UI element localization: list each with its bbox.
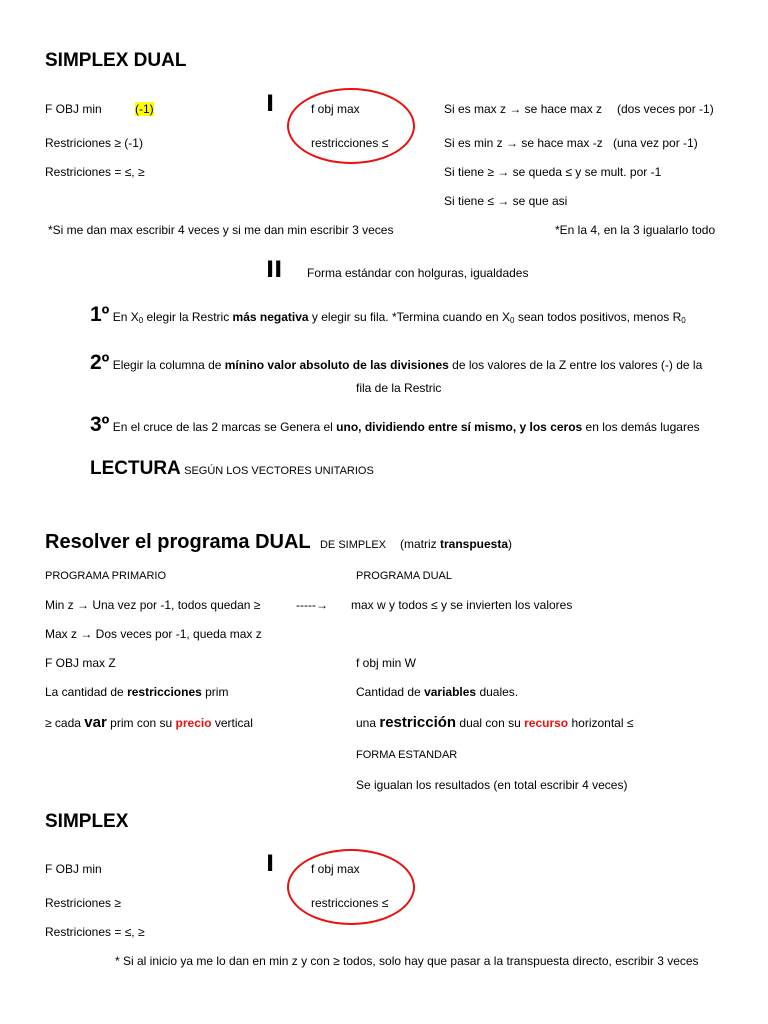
rule-ge: Si tiene ≥ → se queda ≤ y se mult. por -1	[444, 165, 662, 179]
step-3-text-a: En el cruce de las 2 marcas se Genera el	[112, 420, 337, 434]
r4-left	[45, 685, 228, 699]
step-2-bold: mínino valor absoluto de las divisiones	[224, 358, 449, 372]
step-1-sub-c: 0	[681, 316, 686, 325]
resolver-subtitle: DE SIMPLEX	[319, 539, 387, 551]
step-1-sub-a: 0	[138, 316, 144, 325]
highlighted-minus-one: (-1)	[135, 102, 154, 116]
section-title-resolver: Resolver el programa DUAL	[45, 531, 311, 553]
red-circle-annotation	[287, 88, 415, 164]
resolver-paren	[400, 537, 512, 551]
programa-dual-header: PROGRAMA DUAL	[356, 570, 452, 582]
simplex-restricciones-eq: Restriciones = ≤, ≥	[45, 925, 145, 939]
step-2	[90, 350, 702, 375]
step-3-text-b: en los demás lugares	[582, 420, 700, 434]
simplex-fobj-min: F OBJ min	[45, 862, 102, 876]
r5-right-restriccion: restricción	[379, 714, 457, 731]
section-title-simplex: SIMPLEX	[45, 811, 129, 832]
rule-min-z: Si es min z → se hace max -z	[444, 136, 603, 150]
circle-fobj-max: f obj max	[311, 102, 360, 116]
r5-left-c: prim con su	[106, 716, 176, 730]
paren-close: )	[508, 537, 513, 551]
r4-right-bold: variables	[424, 685, 477, 699]
simplex-circle-restricciones-le: restricciones ≤	[311, 896, 389, 910]
forma-estandar-label: FORMA ESTANDAR	[356, 749, 458, 761]
step-1-sub-b: 0	[510, 316, 515, 325]
simplex-roman-one: I	[266, 852, 275, 877]
rule-max-z-note: (dos veces por -1)	[617, 102, 714, 116]
forma-estandar-text: Forma estándar con holguras, igualdades	[307, 266, 529, 280]
r5-right-d: horizontal ≤	[568, 716, 634, 730]
step-3	[90, 412, 700, 437]
r1-left: Min z → Una vez por -1, todos quedan ≥	[45, 598, 261, 612]
r2-left: Max z → Dos veces por -1, queda max z	[45, 627, 262, 641]
r1-arrow: -----→	[296, 598, 328, 612]
lectura	[90, 458, 374, 481]
paren-open: (matriz	[400, 537, 440, 551]
step-3-ordinal: 3º	[90, 413, 110, 436]
r5-left-precio: precio	[175, 716, 212, 730]
step-3-bold: uno, dividiendo entre sí mismo, y los ceros	[336, 420, 583, 434]
note-right: *En la 4, en la 3 igualarlo todo	[555, 223, 716, 237]
restricciones-ge-label: Restriciones ≥ (-1)	[45, 136, 143, 150]
paren-bold: transpuesta	[440, 537, 509, 551]
circle-restricciones-le: restricciones ≤	[311, 136, 389, 150]
programa-primario-header: PROGRAMA PRIMARIO	[45, 570, 167, 582]
roman-numeral-two: II	[266, 258, 283, 283]
simplex-red-circle-annotation	[287, 849, 415, 925]
section-title-simplex-dual: SIMPLEX DUAL	[45, 50, 187, 71]
r5-left-a: ≥ cada	[45, 716, 85, 730]
step-2-text-a: Elegir la columna de	[112, 358, 225, 372]
step-1-ordinal: 1º	[90, 303, 110, 326]
resolver-heading	[45, 530, 386, 554]
r4-right	[356, 685, 518, 699]
lectura-title: LECTURA	[90, 458, 181, 479]
note-left: *Si me dan max escribir 4 veces y si me dan min escribir 3 veces	[48, 223, 394, 237]
r4-left-c: prim	[201, 685, 229, 699]
r4-right-a: Cantidad de	[356, 685, 425, 699]
fobj-min-label: F OBJ min	[45, 102, 102, 116]
r1-right: max w y todos ≤ y se invierten los valores	[351, 598, 573, 612]
simplex-circle-fobj-max: f obj max	[311, 862, 360, 876]
step-1-text-c: y elegir su fila. *Termina cuando en X	[308, 310, 511, 324]
r4-left-bold: restricciones	[127, 685, 202, 699]
step-1-bold: más negativa	[232, 310, 309, 324]
r5-right	[356, 714, 633, 732]
r4-left-a: La cantidad de	[45, 685, 128, 699]
r5-left-var: var	[84, 714, 107, 731]
rule-max-z: Si es max z → se hace max z	[444, 102, 603, 116]
rule-le: Si tiene ≤ → se que asi	[444, 194, 568, 208]
r5-right-recurso: recurso	[524, 716, 569, 730]
r3-right: f obj min W	[356, 656, 417, 670]
r5-left-d: vertical	[211, 716, 253, 730]
roman-numeral-one: I	[266, 92, 275, 117]
r4-right-c: duales.	[476, 685, 519, 699]
step-2-ordinal: 2º	[90, 351, 110, 374]
r5-right-a: una	[356, 716, 380, 730]
se-igualan-text: Se igualan los resultados (en total escribir 4 veces)	[356, 778, 628, 792]
step-1-text-d: sean todos positivos, menos R	[514, 310, 682, 324]
r5-right-c: dual con su	[456, 716, 525, 730]
step-1	[90, 302, 686, 327]
rule-min-z-note: (una vez por -1)	[613, 136, 698, 150]
step-1-text-a: En X	[112, 310, 139, 324]
restricciones-eq-label: Restriciones = ≤, ≥	[45, 165, 145, 179]
step-2-text-b: de los valores de la Z entre los valores (-) de la	[448, 358, 703, 372]
step-1-text-b: elegir la Restric	[143, 310, 233, 324]
r3-left: F OBJ max Z	[45, 656, 116, 670]
r5-left	[45, 714, 253, 732]
lectura-subtitle: SEGÚN LOS VECTORES UNITARIOS	[184, 465, 374, 477]
simplex-note: * Si al inicio ya me lo dan en min z y con ≥ todos, solo hay que pasar a la transpuesta directo, escribir 3 veces	[115, 954, 699, 968]
simplex-restricciones-ge: Restriciones ≥	[45, 896, 121, 910]
step-2-line-2: fila de la Restric	[356, 381, 442, 395]
